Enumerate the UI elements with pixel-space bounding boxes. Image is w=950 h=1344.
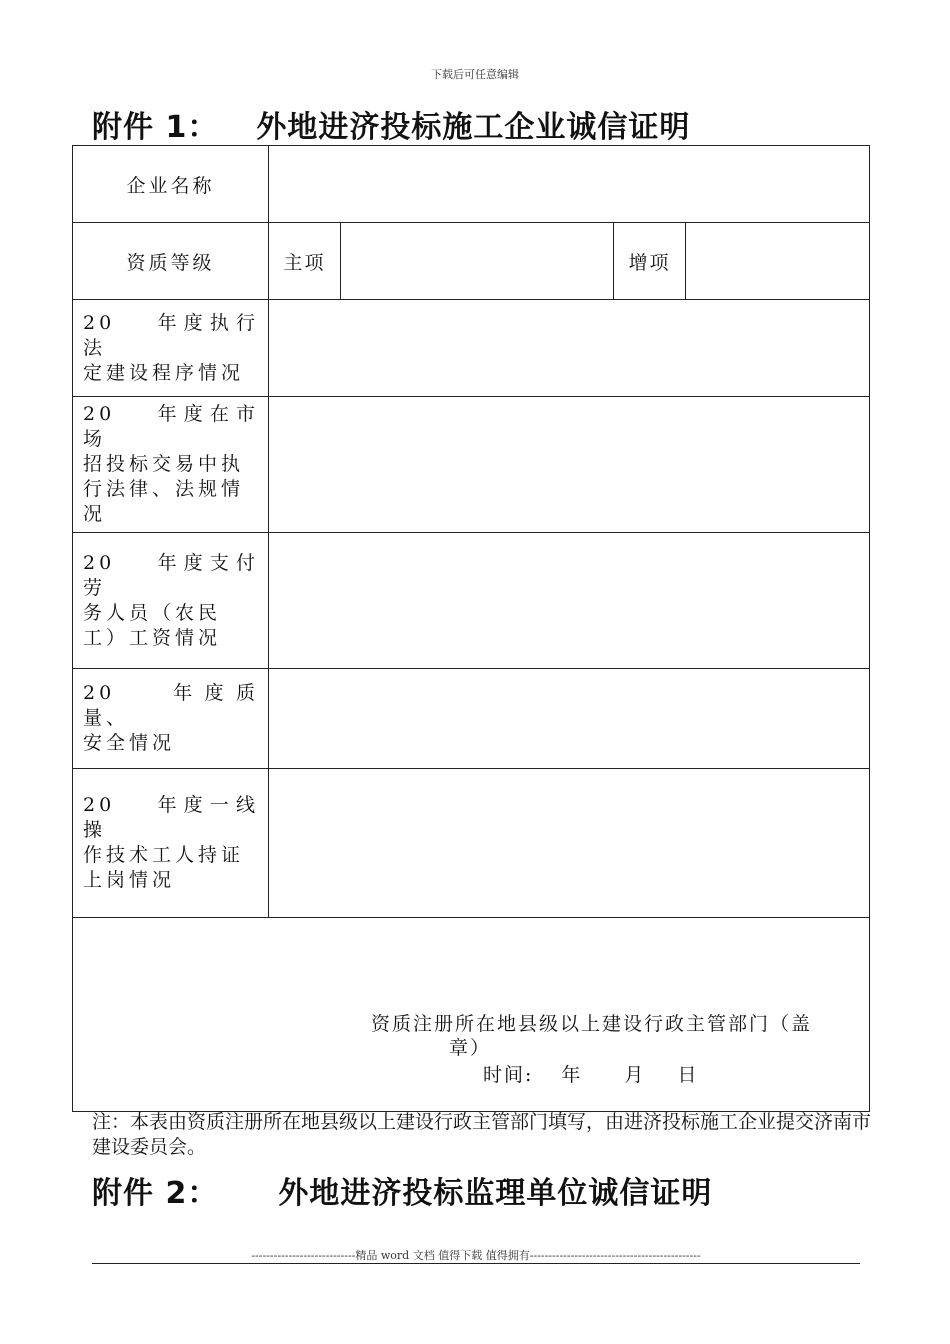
attachment1-heading (92, 102, 690, 146)
attachment2-label: 附件 2： (92, 1176, 219, 1211)
additional-item-field[interactable] (686, 223, 870, 300)
footer-note: ----------------------------精品 word 文档 值得下载 值得拥有---------------------------------------------- (251, 1249, 701, 1262)
header-note: 下载后可任意编辑 (431, 68, 519, 81)
label-line: 安全情况 (83, 732, 176, 754)
worker-certification-field[interactable] (269, 769, 870, 918)
row-label-quality-safety (73, 669, 269, 769)
label-line: 工）工资情况 (83, 626, 222, 649)
month-label: 月 (624, 1064, 646, 1086)
company-name-label: 企业名称 (73, 146, 269, 223)
wage-payment-field[interactable] (269, 533, 870, 669)
row-label-wage-payment (73, 533, 269, 669)
attachment1-title: 外地进济投标施工企业诚信证明 (256, 110, 691, 145)
row-label-worker-certification (73, 769, 269, 918)
attachment2-title: 外地进济投标监理单位诚信证明 (278, 1176, 713, 1211)
integrity-certificate-form (72, 145, 870, 1112)
year-label: 年 (561, 1064, 583, 1086)
bidding-compliance-field[interactable] (269, 397, 870, 533)
seal-section[interactable] (73, 918, 870, 1112)
footnote: 注：本表由资质注册所在地县级以上建设行政主管部门填写，由进济投标施工企业提交济南市建设委员会。 (92, 1111, 872, 1158)
date-line (483, 1060, 698, 1087)
qualification-label: 资质等级 (73, 223, 269, 300)
day-label: 日 (677, 1064, 699, 1086)
label-line: 行法律、法规情 (83, 478, 245, 500)
label-line: 20 年度执行法 (83, 311, 259, 359)
label-line: 招投标交易中执 (83, 453, 245, 475)
quality-safety-field[interactable] (269, 669, 870, 769)
row-label-bidding-compliance (73, 397, 269, 533)
label-line: 20 年度支付劳 (83, 551, 259, 599)
footer-divider (92, 1263, 860, 1264)
label-line: 作技术工人持证 (83, 844, 245, 866)
label-line: 务人员（农民 (83, 601, 222, 624)
seal-authority-text-cont: 章） (449, 1037, 492, 1059)
label-line: 20 年度在市场 (83, 403, 259, 450)
row-label-construction-procedure (73, 300, 269, 397)
company-name-field[interactable] (269, 146, 870, 223)
label-line: 上岗情况 (83, 869, 176, 891)
main-item-label: 主项 (269, 223, 341, 300)
seal-authority-text: 资质注册所在地县级以上建设行政主管部门（盖 (371, 1013, 813, 1035)
additional-item-label: 增项 (614, 223, 686, 300)
label-line: 定建设程序情况 (83, 361, 245, 384)
attachment2-heading (92, 1168, 712, 1212)
time-label: 时间: (483, 1064, 534, 1086)
label-line: 20 年度一线操 (83, 794, 259, 841)
construction-procedure-field[interactable] (269, 300, 870, 397)
attachment1-label: 附件 1： (92, 110, 219, 145)
main-item-field[interactable] (341, 223, 614, 300)
label-line: 20 年度质量、 (83, 682, 259, 729)
label-line: 况 (83, 503, 107, 525)
